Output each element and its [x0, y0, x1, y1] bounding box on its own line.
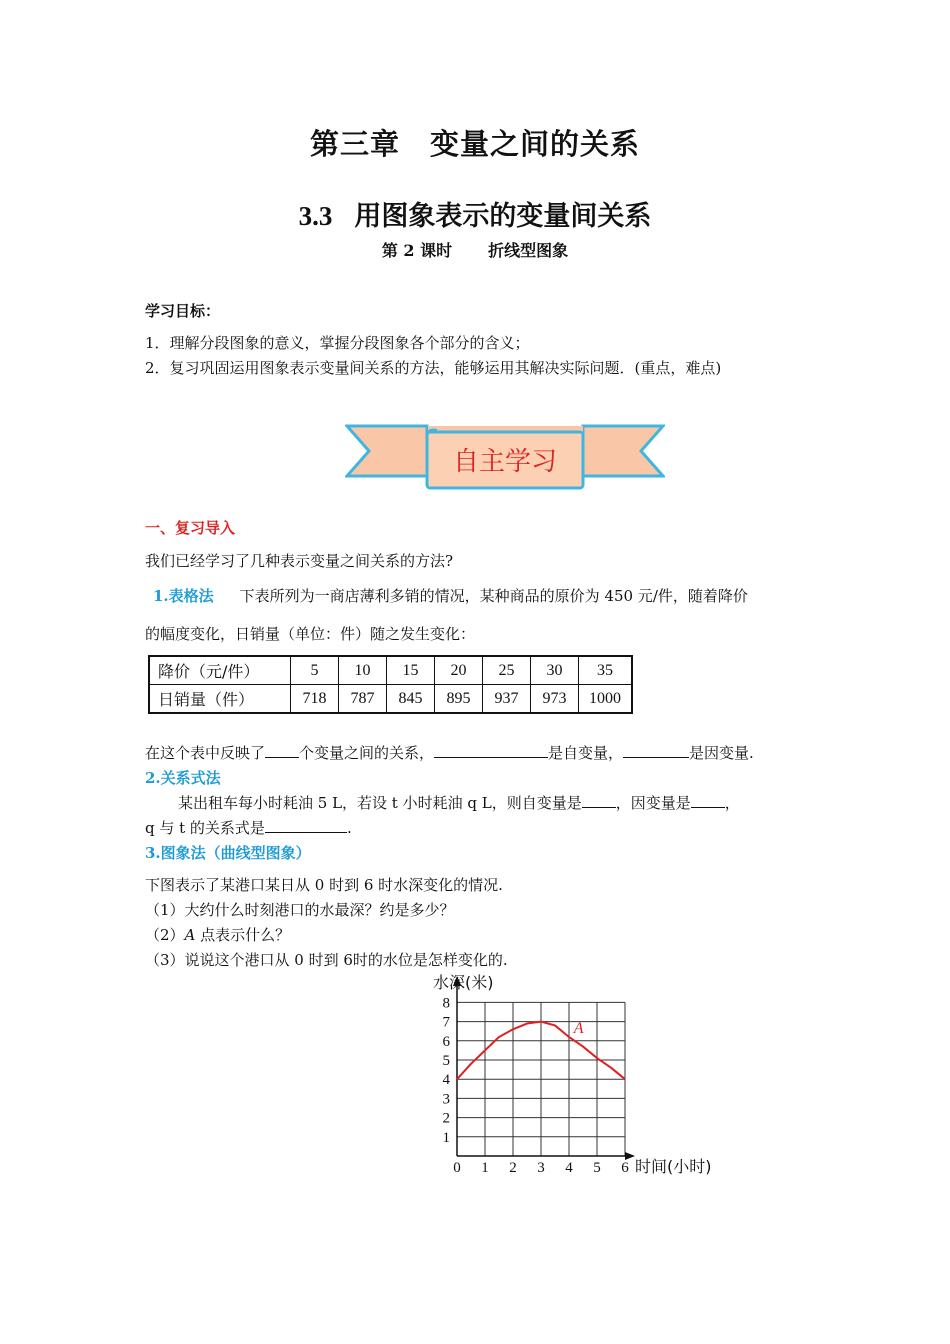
- table-cell: 30: [531, 656, 579, 685]
- fill-text: ，: [724, 794, 740, 812]
- table-cell: 20: [435, 656, 483, 685]
- table-fill-line: [145, 742, 754, 763]
- answer-blank[interactable]: [582, 793, 616, 808]
- row-header-daily-sales: 日销量（件）: [149, 685, 291, 714]
- table-row: [149, 656, 632, 685]
- review-question: 我们已经学习了几种表示变量之间关系的方法?: [145, 552, 454, 570]
- table-cell: 15: [387, 656, 435, 685]
- objectives-title: 学习目标：: [145, 302, 221, 320]
- graph-question-1: （1）大约什么时刻港口的水最深？约是多少？: [145, 901, 455, 919]
- fill-text: 是自变量，: [548, 744, 624, 762]
- table-cell: 937: [483, 685, 531, 714]
- fill-text: 点表示什么？: [195, 926, 291, 944]
- x-tick-label: 1: [481, 1160, 489, 1176]
- sales-table: [148, 655, 633, 714]
- table-cell: 25: [483, 656, 531, 685]
- review-heading: 一、复习导入: [145, 519, 236, 537]
- x-tick-label: 6: [621, 1160, 629, 1176]
- lesson-title: [0, 238, 950, 261]
- water-depth-chart: [425, 968, 745, 1180]
- banner-right-tail: [583, 426, 663, 476]
- objective-item: 2．复习巩固运用图象表示变量间关系的方法，能够运用其解决实际问题．(重点，难点): [145, 359, 722, 377]
- fill-text: 某出租车每小时耗油 5 L，若设 t 小时耗油 q L，则自变量是: [178, 794, 582, 812]
- table-method-line2: 的幅度变化，日销量（单位：件）随之发生变化：: [145, 625, 476, 643]
- answer-blank[interactable]: [265, 743, 299, 758]
- chapter-title: 第三章 变量之间的关系: [309, 127, 640, 161]
- formula-method-title: 2.关系式法: [145, 769, 221, 787]
- table-cell: 5: [291, 656, 339, 685]
- table-method-line1: [153, 585, 748, 606]
- banner-left-tail: [347, 426, 427, 476]
- table-cell: 35: [579, 656, 633, 685]
- table-method-title: 1.表格法: [153, 587, 214, 605]
- y-tick-label: 6: [442, 1033, 450, 1050]
- table-method-text1: 下表所列为一商店薄利多销的情况，某种商品的原价为 450 元/件，随着降价: [239, 587, 748, 605]
- table-row: [149, 685, 632, 714]
- y-tick-label: 1: [442, 1129, 450, 1146]
- section-title: [0, 194, 950, 233]
- section-number: 3.3: [298, 201, 333, 231]
- fill-text: （2）: [145, 926, 185, 944]
- table-cell: 895: [435, 685, 483, 714]
- fill-text: 个变量之间的关系，: [299, 744, 435, 762]
- fill-text: 在这个表中反映了: [145, 744, 266, 762]
- formula-method-line2: [145, 817, 352, 838]
- y-axis-label: 水深(米): [433, 973, 494, 992]
- answer-blank[interactable]: [623, 743, 689, 758]
- graph-question-3: （3）说说这个港口从 0 时到 6时的水位是怎样变化的.: [145, 951, 508, 969]
- fill-text: q 与 t 的关系式是: [145, 819, 265, 837]
- fill-text: ，因变量是: [615, 794, 691, 812]
- table-cell: 10: [339, 656, 387, 685]
- table-cell: 1000: [579, 685, 633, 714]
- point-label: A: [184, 926, 196, 944]
- banner-label: 自主学习: [452, 447, 558, 477]
- section-banner: [345, 418, 665, 492]
- x-tick-label: 4: [565, 1160, 573, 1176]
- answer-blank[interactable]: [265, 818, 347, 833]
- table-cell: 718: [291, 685, 339, 714]
- y-tick-label: 8: [442, 995, 450, 1012]
- y-tick-label: 2: [442, 1110, 450, 1127]
- row-header-price-cut: 降价（元/件）: [149, 656, 291, 685]
- x-tick-label: 3: [537, 1160, 545, 1176]
- answer-blank[interactable]: [434, 743, 548, 758]
- fill-text: 是因变量.: [689, 744, 754, 762]
- y-tick-label: 7: [442, 1014, 450, 1031]
- x-tick-label: 0: [453, 1160, 461, 1176]
- y-tick-label: 4: [442, 1072, 450, 1089]
- y-tick-label: 3: [442, 1091, 450, 1108]
- table-cell: 973: [531, 685, 579, 714]
- section-title-text: 用图象表示的变量间关系: [354, 201, 652, 232]
- graph-method-intro: 下图表示了某港口某日从 0 时到 6 时水深变化的情况.: [145, 876, 503, 894]
- x-tick-label: 5: [593, 1160, 601, 1176]
- y-tick-label: 5: [442, 1053, 450, 1069]
- x-axis-label: 时间(小时): [635, 1157, 712, 1176]
- point-a-label: A: [573, 1020, 584, 1038]
- lesson-topic: 折线型图象: [488, 241, 569, 260]
- answer-blank[interactable]: [691, 793, 725, 808]
- graph-question-2: [145, 924, 290, 945]
- lesson-number: 第 2 课时: [381, 241, 453, 260]
- graph-method-title: 3.图象法（曲线型图象）: [145, 844, 311, 862]
- table-cell: 845: [387, 685, 435, 714]
- fill-text: .: [346, 819, 352, 837]
- x-axis-arrow-icon: [625, 1152, 635, 1160]
- x-tick-label: 2: [509, 1160, 517, 1176]
- objective-item: 1．理解分段图象的意义，掌握分段图象各个部分的含义；: [145, 334, 530, 352]
- formula-method-line1: [178, 792, 740, 813]
- table-cell: 787: [339, 685, 387, 714]
